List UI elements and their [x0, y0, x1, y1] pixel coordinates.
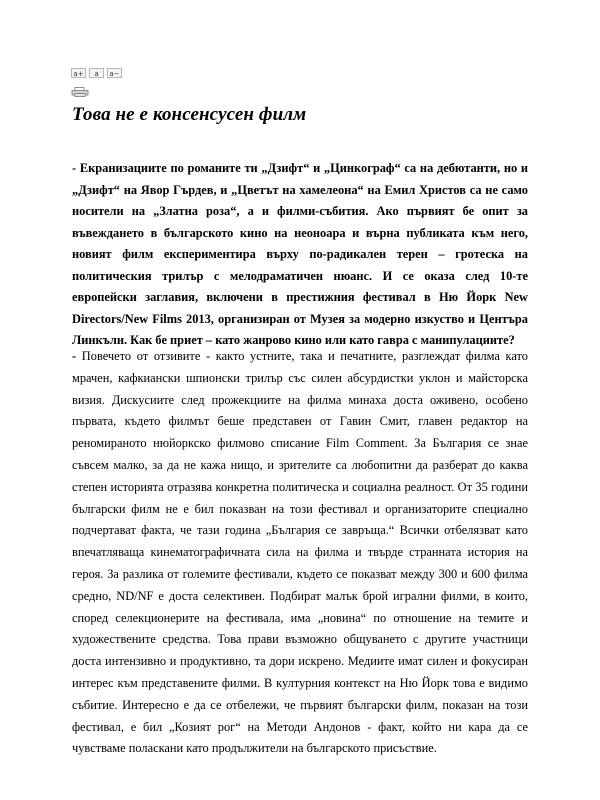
decrease-font-button[interactable]: a− — [107, 68, 122, 78]
normal-font-button[interactable]: a — [89, 68, 104, 78]
interview-answer — [72, 346, 528, 760]
print-icon[interactable] — [71, 84, 89, 94]
answer-text: Повечето от отзивите - както устните, така и печатните, разглеждат филма като мрачен, кафкиански шпионски трилър със силен абсурдистки уклон и майсторска визия. Дискусиите след прожекциите на филма минаха доста оживено, особено първата, където филмът беше представен от Гавин Смит, главен редактор на реномираното нюйоркско филмово списание Film Comment. За България се знае съвсем малко, за да не кажа нищо, и зрителите са любопитни да разберат до каква степен историята отразява конкретна политическа и социална реалност. От 35 години български филм не е бил показван на този фестивал и организаторите специално подчертават факта, че тази година „България се завръща.“ Всички отбелязват като впечатляваща кинематографичната сила на филма и твърде странната история на героя. За разлика от големите фестивали, където се показват между 300 и 600 филма средно, ND/NF е доста селективен. Подбират малък брой игрални филми, в които, според селекционерите на фестивала, има „новина“ по отношение на темите и художествените средства. Това прави възможно общуването с другите участници доста интензивно и продуктивно, та дори искрено. Медиите имат силен и фокусиран интерес към представените филми. В културния контекст на Ню Йорк това е видимо събитие. Интересно е да се отбележи, че първият български филм, показан на този фестивал, е бил „Козият рог“ на Методи Андонов - факт, който ни кара да се чувстваме поласкани като продължители на българското присъствие. — [72, 349, 528, 756]
interview-question: - Екранизациите по романите ти „Дзифт“ и „Цинкограф“ са на дебютанти, но и „Дзифт“ на Явор Гърдев, и „Цветът на хамелеона“ на Емил Христов са не само носители на „Златна роза“, а и филми-събития. Ако първият бе опит за въвеждането в българското кино на неоноара и върна публиката към него, новият филм експериментира върху по-радикален терен – гротеска на политическия трилър с мелодраматичен нюанс. И се оказа след 10-те европейски заглавия, включени в престижния фестивал в Ню Йорк New Directors/New Films 2013, организиран от Музея за модерно изкуство и Центъра Линкълн. Как бе приет – като жанрово кино или като гавра с манипулациите? — [72, 161, 528, 347]
article-title: Това не е консенсусен филм — [72, 104, 307, 125]
font-size-toolbar — [71, 68, 122, 78]
increase-font-button[interactable]: a+ — [71, 68, 86, 78]
answer-dash: - — [72, 349, 77, 363]
